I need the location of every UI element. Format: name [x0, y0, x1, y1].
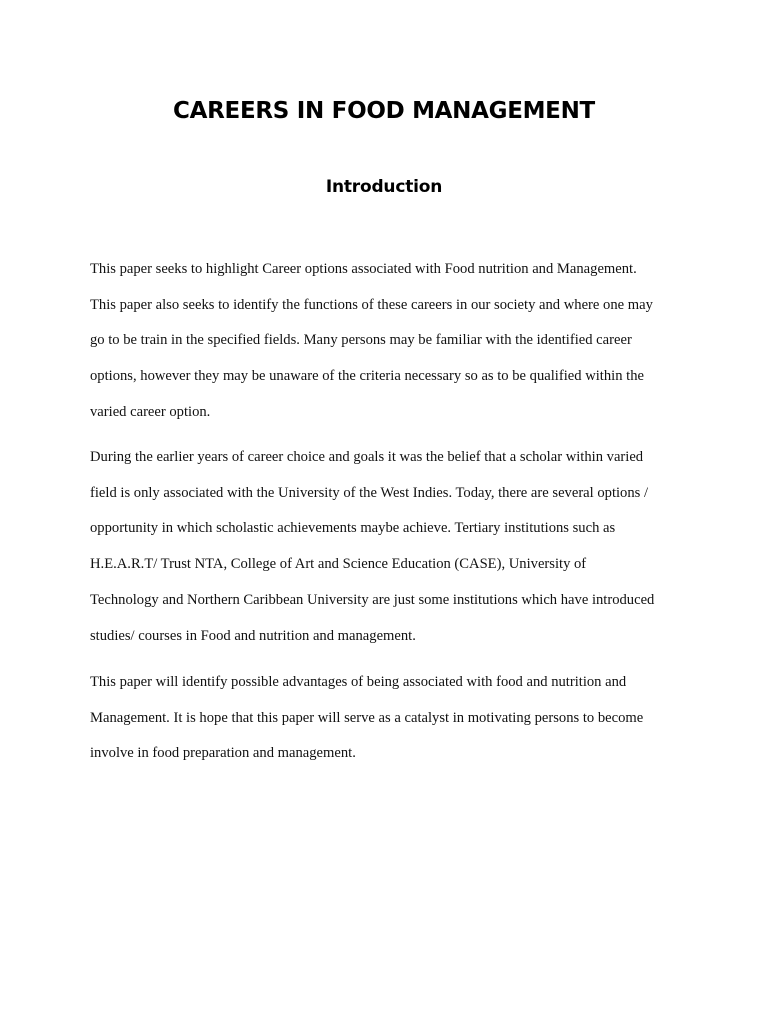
paragraph-line: go to be train in the specified fields. Many persons may be familiar with the identified career [90, 332, 632, 349]
paragraph-line: opportunity in which scholastic achievements maybe achieve. Tertiary institutions such as [90, 520, 616, 537]
paragraph-line: studies/ courses in Food and nutrition and management. [90, 627, 416, 644]
paragraph-line: This paper will identify possible advantages of being associated with food and nutrition and [90, 674, 627, 690]
paragraph-3 [90, 665, 690, 772]
section-heading-introduction: Introduction [325, 177, 443, 197]
paragraph-line: field is only associated with the University of the West Indies. Today, there are several options / [90, 484, 649, 501]
paragraph-line: H.E.A.R.T/ Trust NTA, College of Art and Science Education (CASE), University of [90, 556, 587, 573]
paragraph-line: options, however they may be unaware of the criteria necessary so as to be qualified within the [90, 368, 644, 385]
paragraph-line: Management. It is hope that this paper will serve as a catalyst in motivating persons to become [90, 709, 644, 726]
paragraph-line: During the earlier years of career choice and goals it was the belief that a scholar within varied [90, 449, 644, 465]
paragraph-2 [90, 440, 690, 654]
paragraph-line: Technology and Northern Caribbean University are just some institutions which have introduced [90, 591, 655, 608]
document-title: CAREERS IN FOOD MANAGEMENT [173, 98, 595, 124]
paragraph-1 [90, 252, 690, 431]
paragraph-line: This paper also seeks to identify the functions of these careers in our society and where one may [90, 296, 653, 313]
paragraph-line: varied career option. [90, 403, 211, 420]
paragraph-line: This paper seeks to highlight Career options associated with Food nutrition and Management. [90, 261, 637, 277]
paragraph-line: involve in food preparation and management. [90, 745, 356, 762]
